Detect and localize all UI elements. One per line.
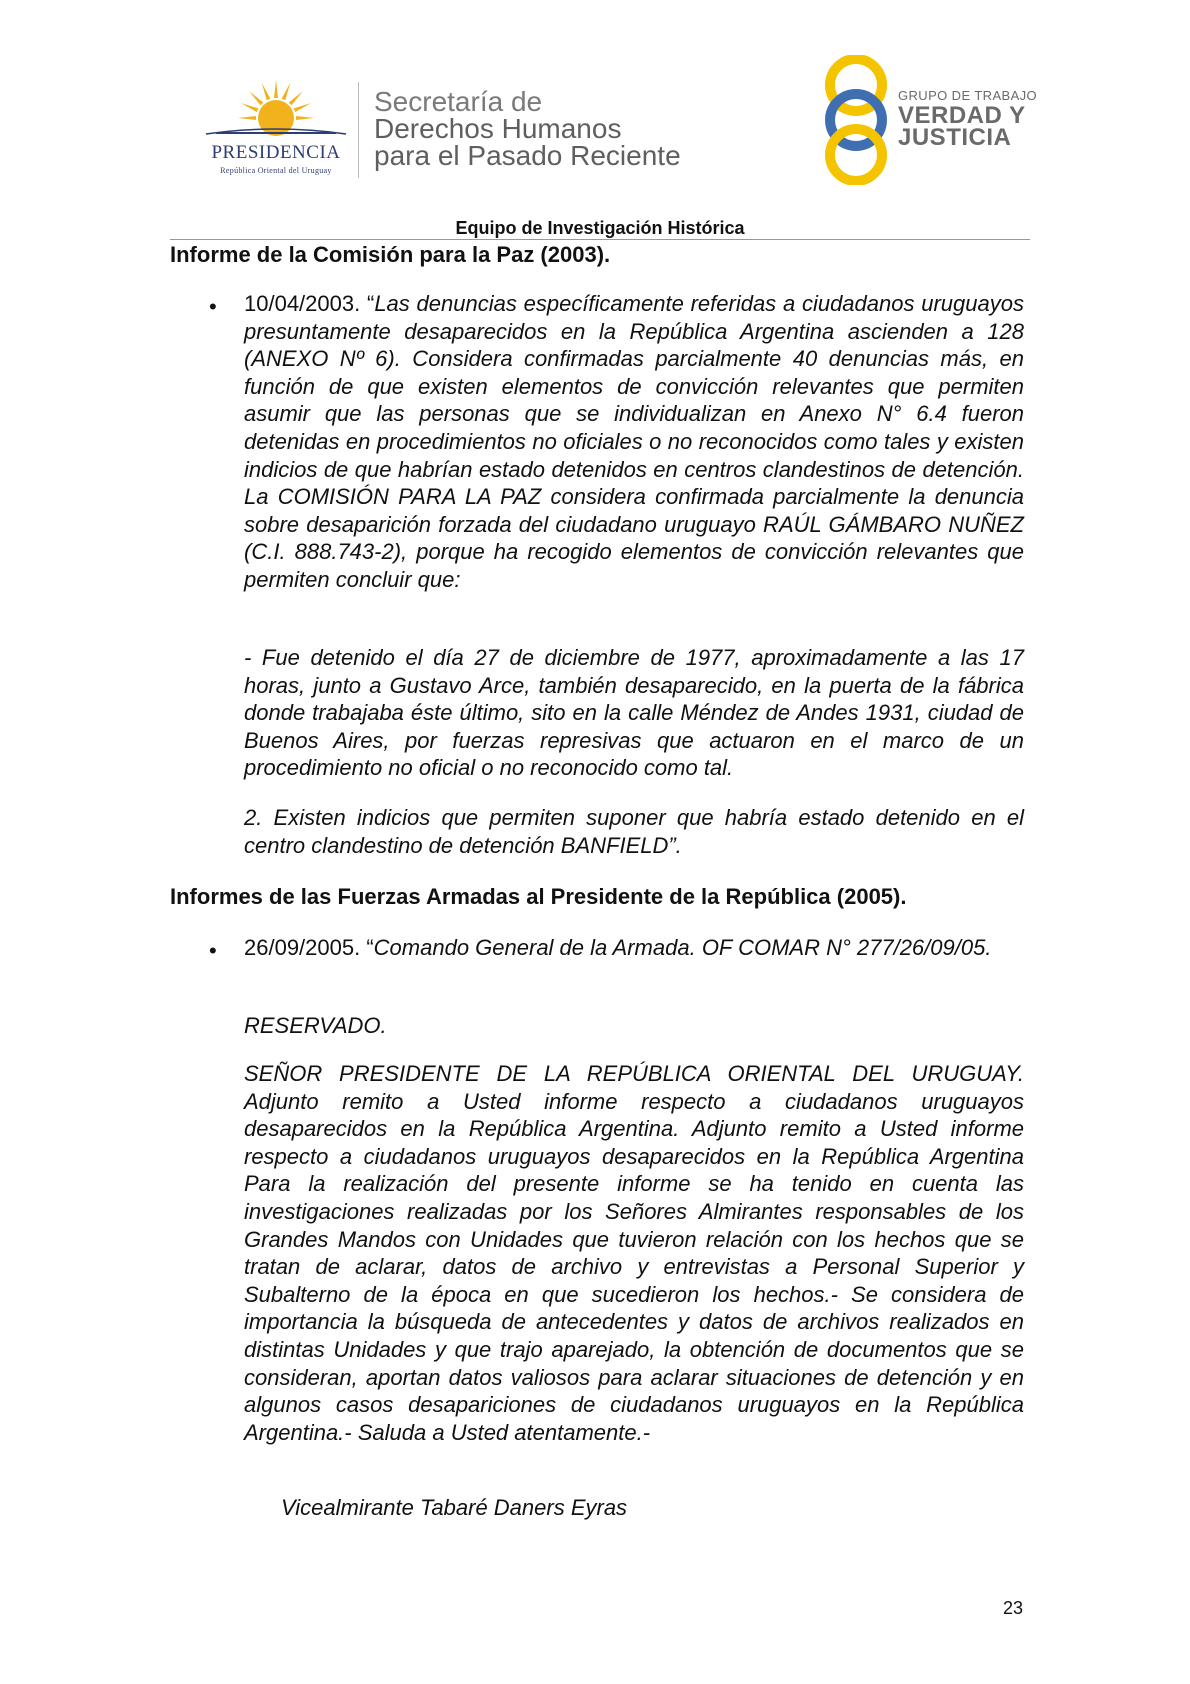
secretaria-line-1: Secretaría de xyxy=(374,86,543,117)
paragraph-comision-3: 2. Existen indicios que permiten suponer que habría estado detenido en el centro clandestino de detención BANFIELD”. xyxy=(244,805,1024,858)
bullet-marker: • xyxy=(209,294,217,319)
header-rule xyxy=(170,239,1030,240)
secretaria-line-3: para el Pasado Reciente xyxy=(374,140,681,171)
presidencia-subtitle: República Oriental del Uruguay xyxy=(220,166,332,175)
quoted-text: Las denuncias específicamente referidas a ciudadanos uruguayos presuntamente desaparecidos en la República Argentina ascienden a 128 (ANEXO Nº 6). Considera confirmadas parcialmente 40 denuncias más, en función de que existen elementos de convicción relevantes que permiten asumir que las personas que se individualizan en Anexo N° 6.4 fueron detenidas en procedimientos no oficiales o no reconocidos como tales y existen indicios de que habrían estado detenidos en centros clandestinos de detención. La COMISIÓN PARA LA PAZ considera confirmada parcialmente la denuncia sobre desaparición forzada del ciudadano uruguayo RAÚL GÁMBARO NUÑEZ (C.I. 888.743-2), porque ha recogido elementos de convicción relevantes que permiten concluir que: xyxy=(244,291,1024,592)
gtvj-line-1: GRUPO DE TRABAJO xyxy=(898,88,1038,103)
paragraph-armada-body: SEÑOR PRESIDENTE DE LA REPÚBLICA ORIENTAL DEL URUGUAY. Adjunto remito a Usted informe respecto a ciudadanos uruguayos desaparecidos en la República Argentina. Adjunto remito a Usted informe respecto a ciudadanos uruguayos desaparecidos en la República Argentina Para la realización del presente informe se ha tenido en cuenta las investigaciones realizadas por los Señores Almirantes responsables de los Grandes Mandos con Unidades que tuvieron relación con los hechos que se tratan de aclarar, datos de archivo y entrevistas a Personal Superior y Subalterno de la época en que sucedieron los hechos.- Se considera de importancia la búsqueda de antecedentes y datos de archivos realizados en distintas Unidades y que trajo aparejado, la obtención de documentos que se consideran, aportan datos valiosos para aclarar situaciones de detención y en algunos casos desapariciones de ciudadanos uruguayos en la República Argentina.- Saluda a Usted atentamente.- xyxy=(244,1061,1024,1445)
paragraph-comision-1 xyxy=(244,290,1024,594)
paragraph-reservado: RESERVADO. xyxy=(244,1013,387,1038)
page-number: 23 xyxy=(1003,1598,1024,1618)
quoted-text: Comando General de la Armada. OF COMAR N° 277/26/09/05. xyxy=(373,935,992,960)
rings-emblem-icon xyxy=(816,55,896,185)
paragraph-armada-1 xyxy=(244,934,1024,962)
sun-emblem-icon xyxy=(196,78,356,148)
presidencia-word: PRESIDENCIA xyxy=(211,142,341,163)
date-lead: 26/09/2005. “ xyxy=(244,935,374,960)
signature: Vicealmirante Tabaré Daners Eyras xyxy=(281,1495,628,1520)
secretaria-title xyxy=(374,88,681,169)
section-heading-comision: Informe de la Comisión para la Paz (2003). xyxy=(170,242,611,267)
header-equipo: Equipo de Investigación Histórica xyxy=(455,218,745,238)
presidencia-logo xyxy=(196,78,356,178)
bullet-marker: • xyxy=(209,938,217,963)
logo-divider xyxy=(358,82,359,178)
gtvj-line-2: VERDAD Y xyxy=(898,102,1026,129)
paragraph-comision-2: - Fue detenido el día 27 de diciembre de 1977, aproximadamente a las 17 horas, junto a Gustavo Arce, también desaparecido, en la puerta de la fábrica donde trabajaba éste último, sito en la calle Méndez de Andes 1931, ciudad de Buenos Aires, por fuerzas represivas que actuaron en el marco de un procedimiento no oficial o no reconocido como tal. xyxy=(244,645,1024,781)
date-lead: 10/04/2003. “ xyxy=(244,291,375,316)
secretaria-line-2: Derechos Humanos xyxy=(374,113,622,144)
section-heading-fuerzas-armadas: Informes de las Fuerzas Armadas al Presidente de la República (2005). xyxy=(170,884,907,909)
gtvj-line-3: JUSTICIA xyxy=(898,124,1012,151)
